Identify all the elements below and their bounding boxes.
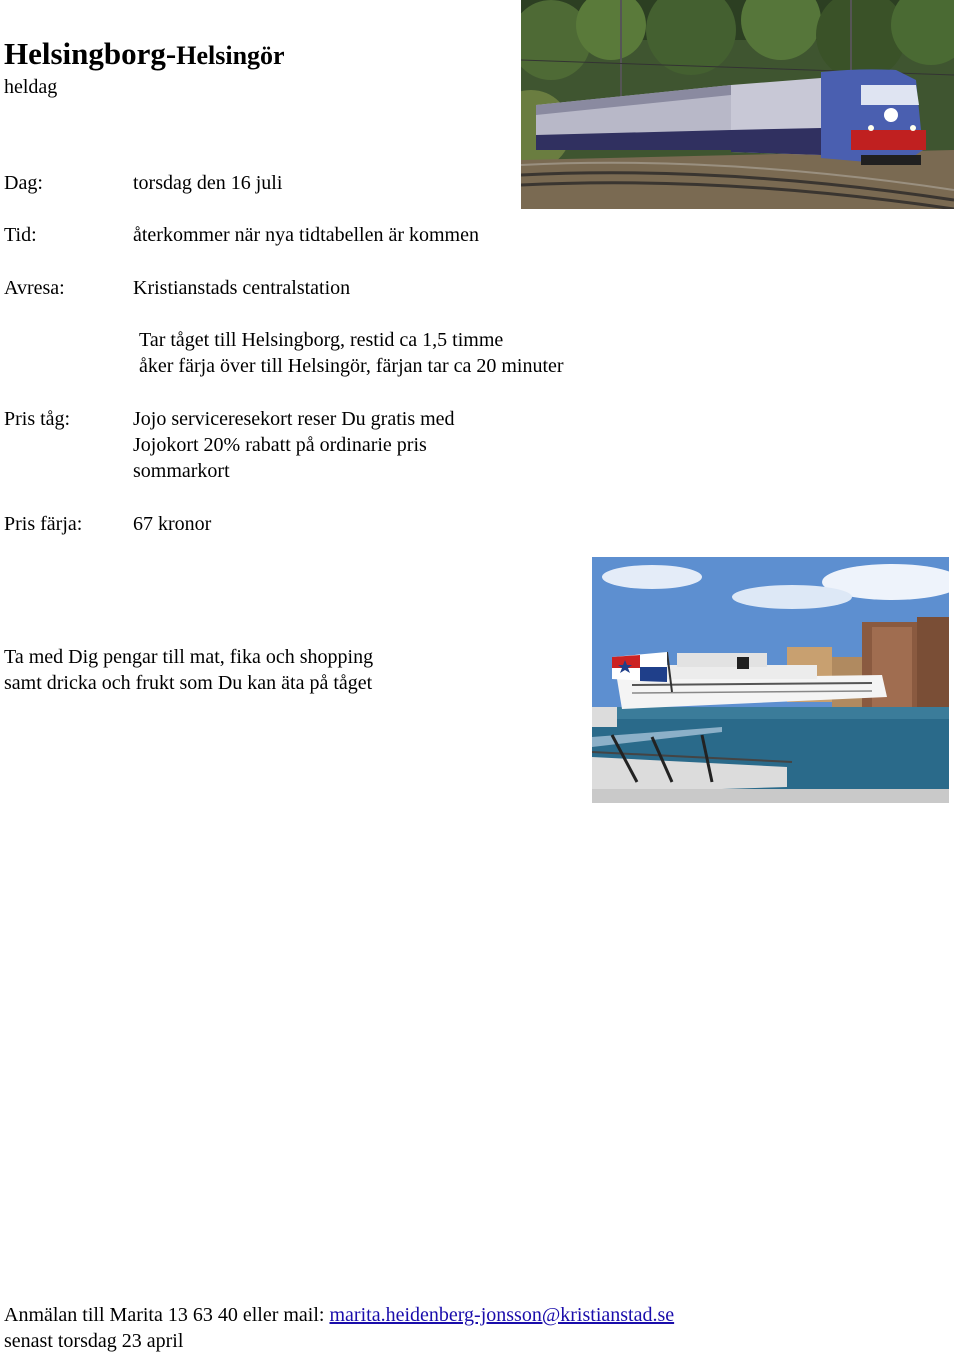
pris-tag-line-1: Jojo serviceresekort reser Du gratis med (133, 408, 455, 430)
dag-value: torsdag den 16 juli (133, 172, 283, 194)
pris-tag-line-2: Jojokort 20% rabatt på ordinarie pris (133, 434, 427, 456)
pris-tag-label: Pris tåg: (4, 408, 71, 430)
train-photo (521, 0, 954, 209)
signup-line (4, 1302, 674, 1328)
pris-tag-line-3: sommarkort (133, 460, 230, 482)
note-line-1: Ta med Dig pengar till mat, fika och shopping (4, 646, 374, 668)
ferry-photo (592, 557, 949, 803)
tid-value: återkommer när nya tidtabellen är kommen (133, 224, 479, 246)
tid-label: Tid: (4, 224, 37, 246)
travel-info-line-1: Tar tåget till Helsingborg, restid ca 1,5 timme (139, 329, 504, 351)
avresa-label: Avresa: (4, 277, 65, 299)
pris-farja-label: Pris färja: (4, 513, 83, 535)
dag-label: Dag: (4, 172, 43, 194)
title-main: Helsingborg- (4, 36, 177, 71)
travel-info-line-2: åker färja över till Helsingör, färjan tar ca 20 minuter (139, 355, 564, 377)
avresa-value: Kristianstads centralstation (133, 277, 351, 299)
note-line-2: samt dricka och frukt som Du kan äta på tåget (4, 672, 373, 694)
page-subtitle: heldag (4, 76, 58, 98)
signup-text: Anmälan till Marita 13 63 40 eller mail: (4, 1304, 330, 1326)
deadline-line: senast torsdag 23 april (4, 1330, 184, 1352)
email-link[interactable]: marita.heidenberg-jonsson@kristianstad.se (329, 1304, 675, 1326)
page-title (4, 36, 285, 72)
title-destination: Helsingör (176, 41, 285, 70)
pris-farja-value: 67 kronor (133, 513, 212, 535)
